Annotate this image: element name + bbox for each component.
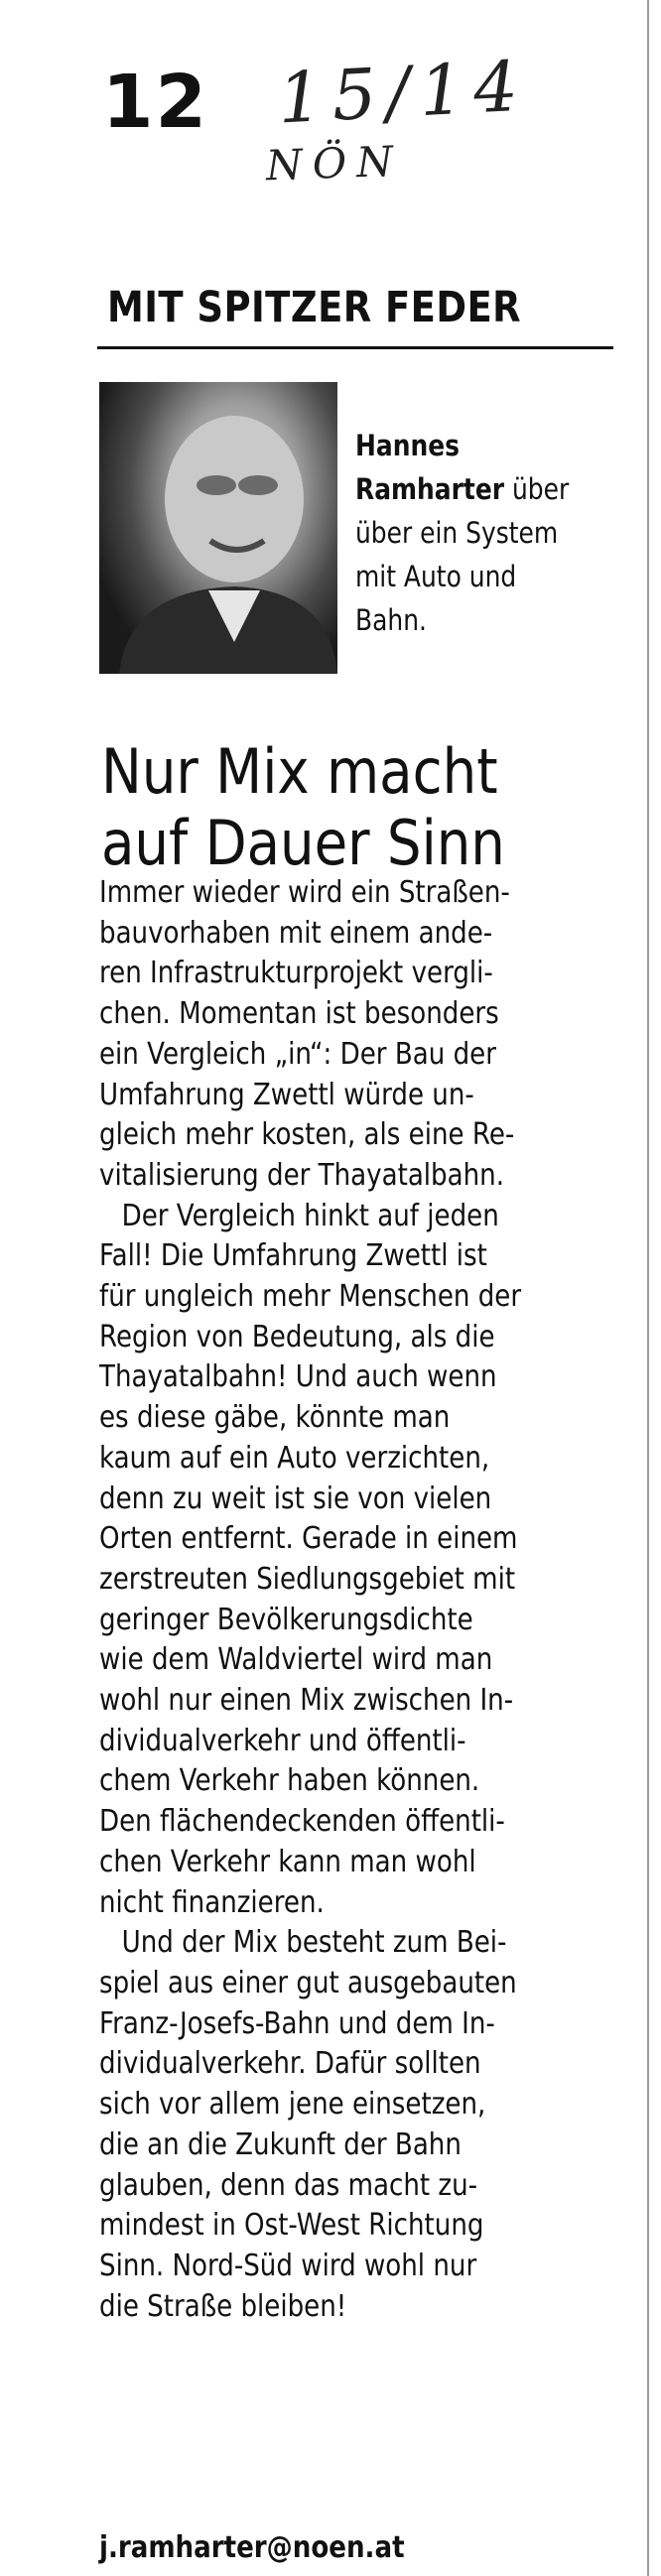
headline-line: auf Dauer Sinn: [101, 806, 505, 879]
body-line: dividualverkehr und öffentli-: [99, 1723, 466, 1758]
body-line: die an die Zukunft der Bahn: [99, 2126, 462, 2162]
body-line: gleich mehr kosten, als eine Re-: [99, 1117, 515, 1153]
body-line: Sinn. Nord-Süd wird wohl nur: [99, 2248, 477, 2283]
body-line: dividualverkehr. Dafür sollten: [99, 2046, 481, 2082]
author-email-link[interactable]: j.ramharter@noen.at: [99, 2530, 405, 2565]
author-line: [355, 424, 576, 467]
body-line: Umfahrung Zwettl würde un-: [99, 1077, 474, 1112]
body-line: vitalisierung der Thayatalbahn.: [99, 1157, 505, 1193]
body-line: Fall! Die Umfahrung Zwettl ist: [99, 1238, 487, 1274]
page-number: 12: [102, 60, 208, 145]
author-line: [355, 467, 576, 511]
article-body: [99, 873, 617, 2327]
scan-edge-line: [647, 0, 649, 2576]
body-line: sich vor allem jene einsetzen,: [99, 2087, 486, 2123]
body-line: die Straße bleiben!: [99, 2288, 347, 2324]
body-line: zerstreuten Siedlungsgebiet mit: [99, 1561, 516, 1597]
body-line: Orten entfernt. Gerade in einem: [99, 1521, 518, 1557]
body-line: mindest in Ost-West Richtung: [99, 2208, 484, 2244]
article-paragraph: [99, 1923, 617, 2327]
body-line: denn zu weit ist sie von vielen: [99, 1481, 492, 1516]
headline-line: Nur Mix macht: [101, 734, 498, 808]
body-line: Immer wieder wird ein Straßen-: [99, 875, 510, 910]
body-line: Franz-Josefs-Bahn und dem In-: [99, 2005, 495, 2041]
article-headline: [101, 736, 591, 879]
body-line: chem Verkehr haben können.: [99, 1763, 480, 1799]
author-first-name: Hannes: [355, 429, 460, 462]
body-line: glauben, denn das macht zu-: [99, 2167, 478, 2203]
body-line: Der Vergleich hinkt auf jeden: [121, 1198, 499, 1233]
body-line: geringer Bevölkerungsdichte: [99, 1602, 473, 1637]
body-line: ren Infrastrukturprojekt vergli-: [99, 956, 493, 991]
column-title-rule: [97, 346, 613, 349]
body-line: für ungleich mehr Menschen der: [99, 1279, 522, 1315]
author-description-line: Bahn.: [355, 603, 427, 637]
body-line: Region von Bedeutung, als die: [99, 1319, 495, 1354]
body-line: wohl nur einen Mix zwischen In-: [99, 1683, 514, 1719]
body-line: nicht finanzieren.: [99, 1884, 325, 1920]
article-paragraph: [99, 1197, 617, 1924]
body-line: bauvorhaben mit einem ande-: [99, 915, 493, 951]
author-portrait-icon: [99, 382, 337, 674]
handwritten-date: 15/14: [276, 45, 530, 140]
body-line: Und der Mix besteht zum Bei-: [121, 1925, 507, 1961]
column-title: MIT SPITZER FEDER: [107, 283, 522, 332]
body-line: es diese gäbe, könnte man: [99, 1400, 451, 1436]
body-line: chen Verkehr kann man wohl: [99, 1844, 476, 1879]
author-description-line: über ein System: [355, 516, 559, 550]
body-line: chen. Momentan ist besonders: [99, 996, 499, 1032]
body-line: kaum auf ein Auto verzichten,: [99, 1440, 490, 1476]
author-last-name: Ramharter: [355, 472, 505, 506]
author-description-line: mit Auto und: [355, 560, 517, 593]
body-line: Thayatalbahn! Und auch wenn: [99, 1359, 497, 1395]
body-line: spiel aus einer gut ausgebauten: [99, 1965, 517, 2000]
author-after-name: über: [504, 472, 570, 506]
article-paragraph: [99, 873, 617, 1197]
body-line: ein Vergleich „in“: Der Bau der: [99, 1036, 496, 1072]
body-line: wie dem Waldviertel wird man: [99, 1642, 493, 1678]
body-line: Den flächendeckenden öffentli-: [99, 1804, 505, 1840]
author-intro: [355, 424, 576, 642]
handwritten-source: NÖN: [265, 136, 404, 191]
